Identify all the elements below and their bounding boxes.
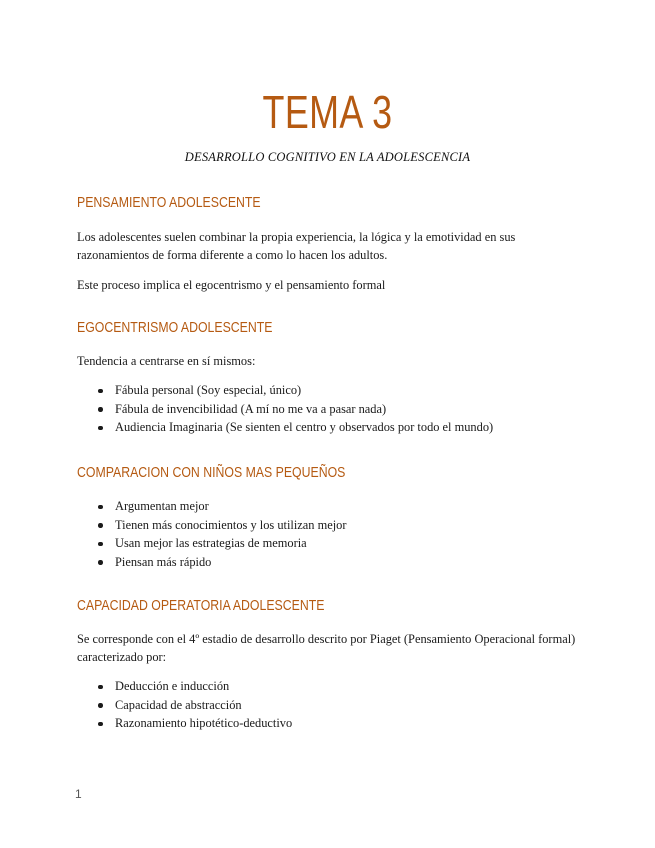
page-title: TEMA 3 xyxy=(262,86,393,138)
list-item: Capacidad de abstracción xyxy=(77,696,292,715)
capacidad-list xyxy=(77,677,292,733)
section-heading-comparacion: COMPARACION CON NIÑOS MAS PEQUEÑOS xyxy=(77,464,346,481)
list-item: Piensan más rápido xyxy=(77,553,347,572)
section-paragraph: Los adolescentes suelen combinar la propia experiencia, la lógica y la emotividad en sus razonamientos de forma diferente a como lo hacen los adultos. xyxy=(77,230,516,262)
list-item: Razonamiento hipotético-deductivo xyxy=(77,714,292,733)
section-heading-egocentrismo: EGOCENTRISMO ADOLESCENTE xyxy=(77,319,273,336)
section-heading-pensamiento: PENSAMIENTO ADOLESCENTE xyxy=(77,194,261,211)
list-item: Fábula personal (Soy especial, único) xyxy=(77,381,493,400)
list-item: Deducción e inducción xyxy=(77,677,292,696)
list-item: Fábula de invencibilidad (A mí no me va a pasar nada) xyxy=(77,400,493,419)
list-item: Usan mejor las estrategias de memoria xyxy=(77,534,347,553)
list-item: Argumentan mejor xyxy=(77,497,347,516)
section-intro: Tendencia a centrarse en sí mismos: xyxy=(77,354,256,368)
section-paragraph: Este proceso implica el egocentrismo y el pensamiento formal xyxy=(77,278,386,292)
page-subtitle: DESARROLLO COGNITIVO EN LA ADOLESCENCIA xyxy=(184,150,471,164)
comparacion-list xyxy=(77,497,347,571)
section-heading-capacidad: CAPACIDAD OPERATORIA ADOLESCENTE xyxy=(77,597,325,614)
list-item: Tienen más conocimientos y los utilizan mejor xyxy=(77,516,347,535)
egocentrismo-list xyxy=(77,381,493,437)
list-item: Audiencia Imaginaria (Se sienten el centro y observados por todo el mundo) xyxy=(77,418,493,437)
section-intro: Se corresponde con el 4º estadio de desarrollo descrito por Piaget (Pensamiento Operacional formal) caracterizado por: xyxy=(77,632,576,664)
page-number: 1 xyxy=(75,787,82,801)
